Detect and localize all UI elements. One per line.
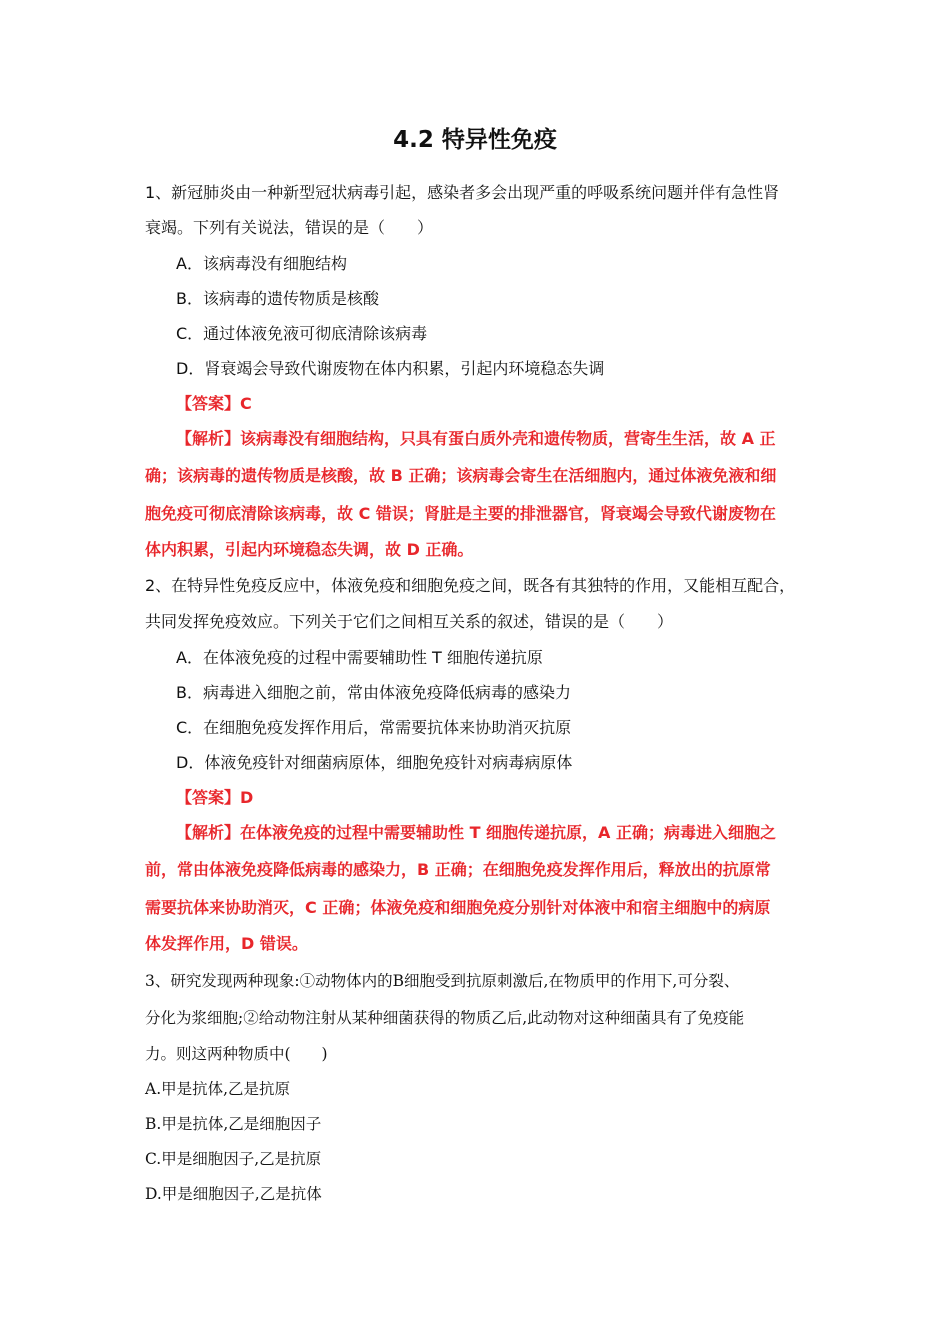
analysis-line: 确；该病毒的遗传物质是核酸，故 B 正确；该病毒会寄生在活细胞内，通过体液免液和细 [145,466,777,485]
question-stem-line: 分化为浆细胞;②给动物注射从某种细菌获得的物质乙后,此动物对这种细菌具有了免疫能 [145,1009,745,1027]
analysis-line: 胞免疫可彻底清除该病毒，故 C 错误；肾脏是主要的排泄器官，肾衰竭会导致代谢废物在 [145,504,776,523]
analysis-line: 【解析】该病毒没有细胞结构，只具有蛋白质外壳和遗传物质，营寄生生活，故 A 正 [176,429,776,448]
analysis-line: 【解析】在体液免疫的过程中需要辅助性 T 细胞传递抗原，A 正确；病毒进入细胞之 [176,823,777,842]
option-d: D.甲是细胞因子,乙是抗体 [145,1185,322,1203]
option-b: B.甲是抗体,乙是细胞因子 [145,1115,322,1133]
question-stem-line: 1、新冠肺炎由一种新型冠状病毒引起，感染者多会出现严重的呼吸系统问题并伴有急性肾 [145,183,780,202]
analysis-line: 体内积累，引起内环境稳态失调，故 D 正确。 [145,540,474,559]
option-c: C.甲是细胞因子,乙是抗原 [145,1150,322,1168]
option-a: A．在体液免疫的过程中需要辅助性 T 细胞传递抗原 [176,648,543,667]
analysis-line: 体发挥作用，D 错误。 [145,934,308,953]
analysis-line: 需要抗体来协助消灭，C 正确；体液免疫和细胞免疫分别针对体液中和宿主细胞中的病原 [145,898,771,917]
question-stem-line: 2、在特异性免疫反应中，体液免疫和细胞免疫之间，既各有其独特的作用，又能相互配合， [145,576,796,595]
question-stem-line: 力。则这两种物质中( ) [145,1045,328,1063]
option-b: B．病毒进入细胞之前，常由体液免疫降低病毒的感染力 [176,683,571,702]
question-stem-line: 3、研究发现两种现象:①动物体内的B细胞受到抗原刺激后,在物质甲的作用下,可分裂、 [145,972,740,990]
option-d: D．体液免疫针对细菌病原体，细胞免疫针对病毒病原体 [176,753,573,772]
answer-label: 【答案】D [176,788,254,807]
option-d: D．肾衰竭会导致代谢废物在体内积累，引起内环境稳态失调 [176,359,605,378]
option-c: C．通过体液免液可彻底清除该病毒 [176,324,428,343]
analysis-line: 前，常由体液免疫降低病毒的感染力，B 正确；在细胞免疫发挥作用后，释放出的抗原常 [145,860,771,879]
question-stem-line: 共同发挥免疫效应。下列关于它们之间相互关系的叙述，错误的是（ ） [145,612,674,631]
page-title: 4.2 特异性免疫 [393,127,557,153]
option-a: A．该病毒没有细胞结构 [176,254,347,273]
answer-label: 【答案】C [176,394,252,413]
option-a: A.甲是抗体,乙是抗原 [145,1080,291,1098]
option-c: C．在细胞免疫发挥作用后，常需要抗体来协助消灭抗原 [176,718,572,737]
option-b: B．该病毒的遗传物质是核酸 [176,289,379,308]
question-stem-line: 衰竭。下列有关说法，错误的是（ ） [145,218,434,237]
